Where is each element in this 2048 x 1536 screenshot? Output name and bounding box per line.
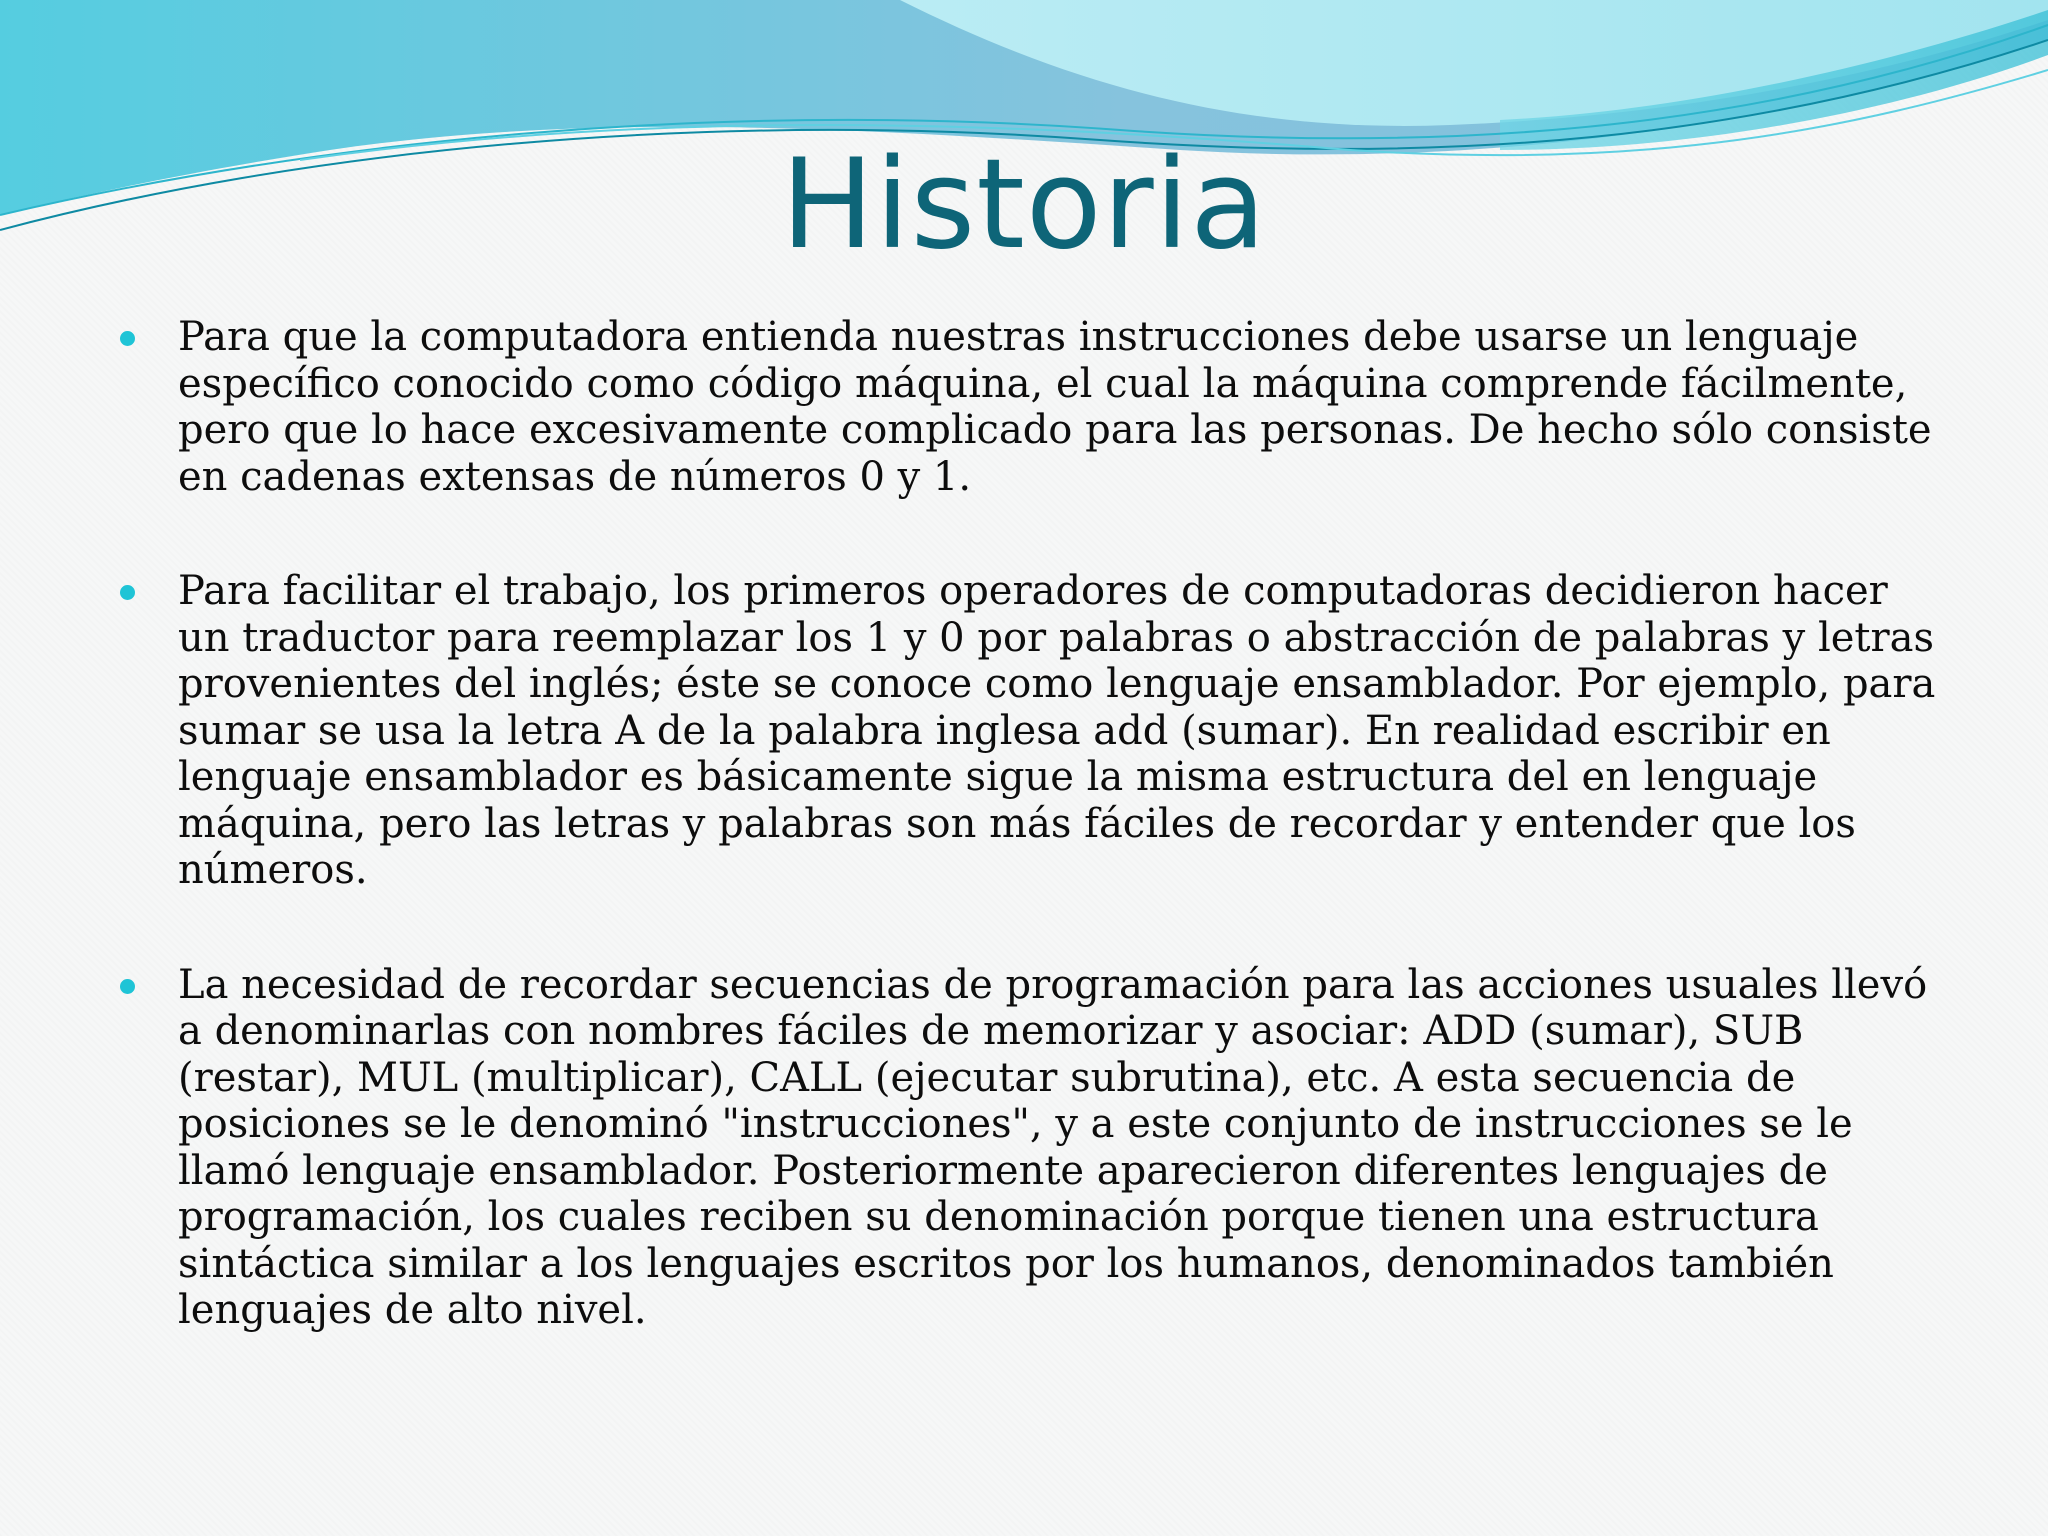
bullet-item-2 [116,568,1946,894]
bullet-text-2: Para facilitar el trabajo, los primeros operadores de computadoras decidieron hacer un traductor para reemplazar los 1 y 0 por palabras o abstracción de palabras y letras provenientes del inglés; éste se conoce como lenguaje ensamblador. Por ejemplo, para sumar se usa la letra A de la palabra inglesa add (sumar). En realidad escribir en lenguaje ensamblador es básicamente sigue la misma estructura del en lenguaje máquina, pero las letras y palabras son más fáciles de recordar y entender que los números. [178,568,1936,893]
bullet-item-3 [116,962,1946,1334]
slide-title: Historia [780,133,1268,277]
bullet-dot-icon [120,979,135,994]
bullet-dot-icon [120,585,135,600]
bullet-dot-icon [120,331,135,346]
bullet-text-1: Para que la computadora entienda nuestras instrucciones debe usarse un lenguaje específico conocido como código máquina, el cual la máquina comprende fácilmente, pero que lo hace excesivamente complicado para las personas. De hecho sólo consiste en cadenas extensas de números 0 y 1. [178,314,1932,500]
bullet-item-1 [116,314,1946,500]
bullet-text-3: La necesidad de recordar secuencias de programación para las acciones usuales llevó a denominarlas con nombres fáciles de memorizar y asociar: ADD (sumar), SUB (restar), MUL (multiplicar), CALL (ejecutar subrutina), etc. A esta secuencia de posiciones se le denominó "instrucciones", y a este conjunto de instrucciones se le llamó lenguaje ensamblador. Posteriormente aparecieron diferentes lenguajes de programación, los cuales reciben su denominación porque tienen una estructura sintáctica similar a los lenguajes escritos por los humanos, denominados también lenguajes de alto nivel. [178,961,1928,1333]
bullet-list [116,314,1946,1334]
